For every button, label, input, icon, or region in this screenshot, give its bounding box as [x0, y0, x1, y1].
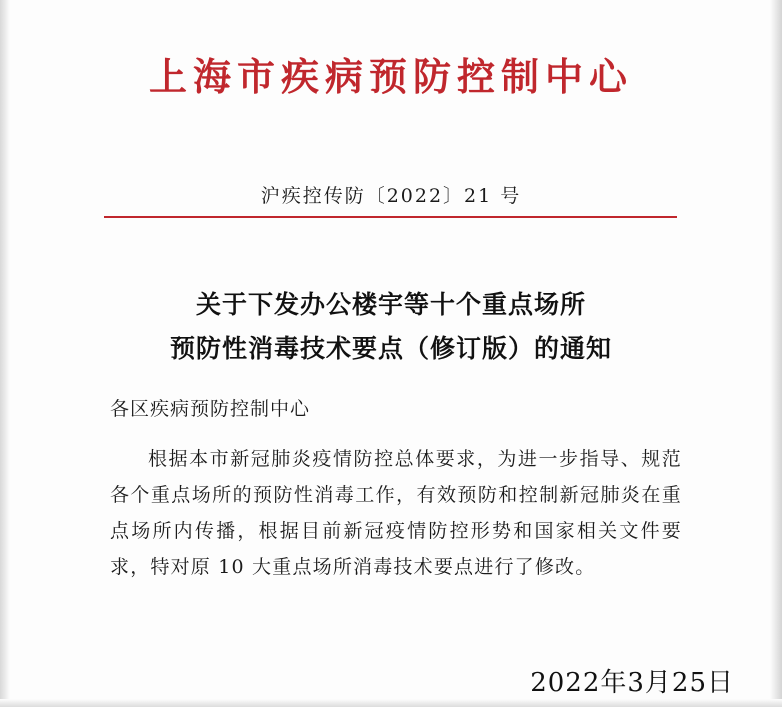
document-title: [0, 283, 782, 371]
document-number: 沪疾控传防〔2022〕21 号: [260, 185, 522, 207]
body-paragraph: 根据本市新冠肺炎疫情防控总体要求，为进一步指导、规范各个重点场所的预防性消毒工作，有效预防和控制新冠肺炎在重点场所内传播，根据目前新冠疫情防控形势和国家相关文件要求，特对原 10 大重点场所消毒技术要点进行了修改。: [110, 448, 682, 578]
scan-edge-bottom: [0, 699, 782, 707]
document-title-line-2: 预防性消毒技术要点（修订版）的通知: [169, 334, 612, 363]
addressee-line: 各区疾病预防控制中心: [110, 398, 311, 420]
red-divider-rule: [104, 216, 677, 218]
letterhead-title: 上海市疾病预防控制中心: [148, 54, 633, 99]
issue-date: 2022年3月25日: [530, 668, 734, 698]
document-title-line-1: 关于下发办公楼宇等十个重点场所: [195, 290, 586, 319]
